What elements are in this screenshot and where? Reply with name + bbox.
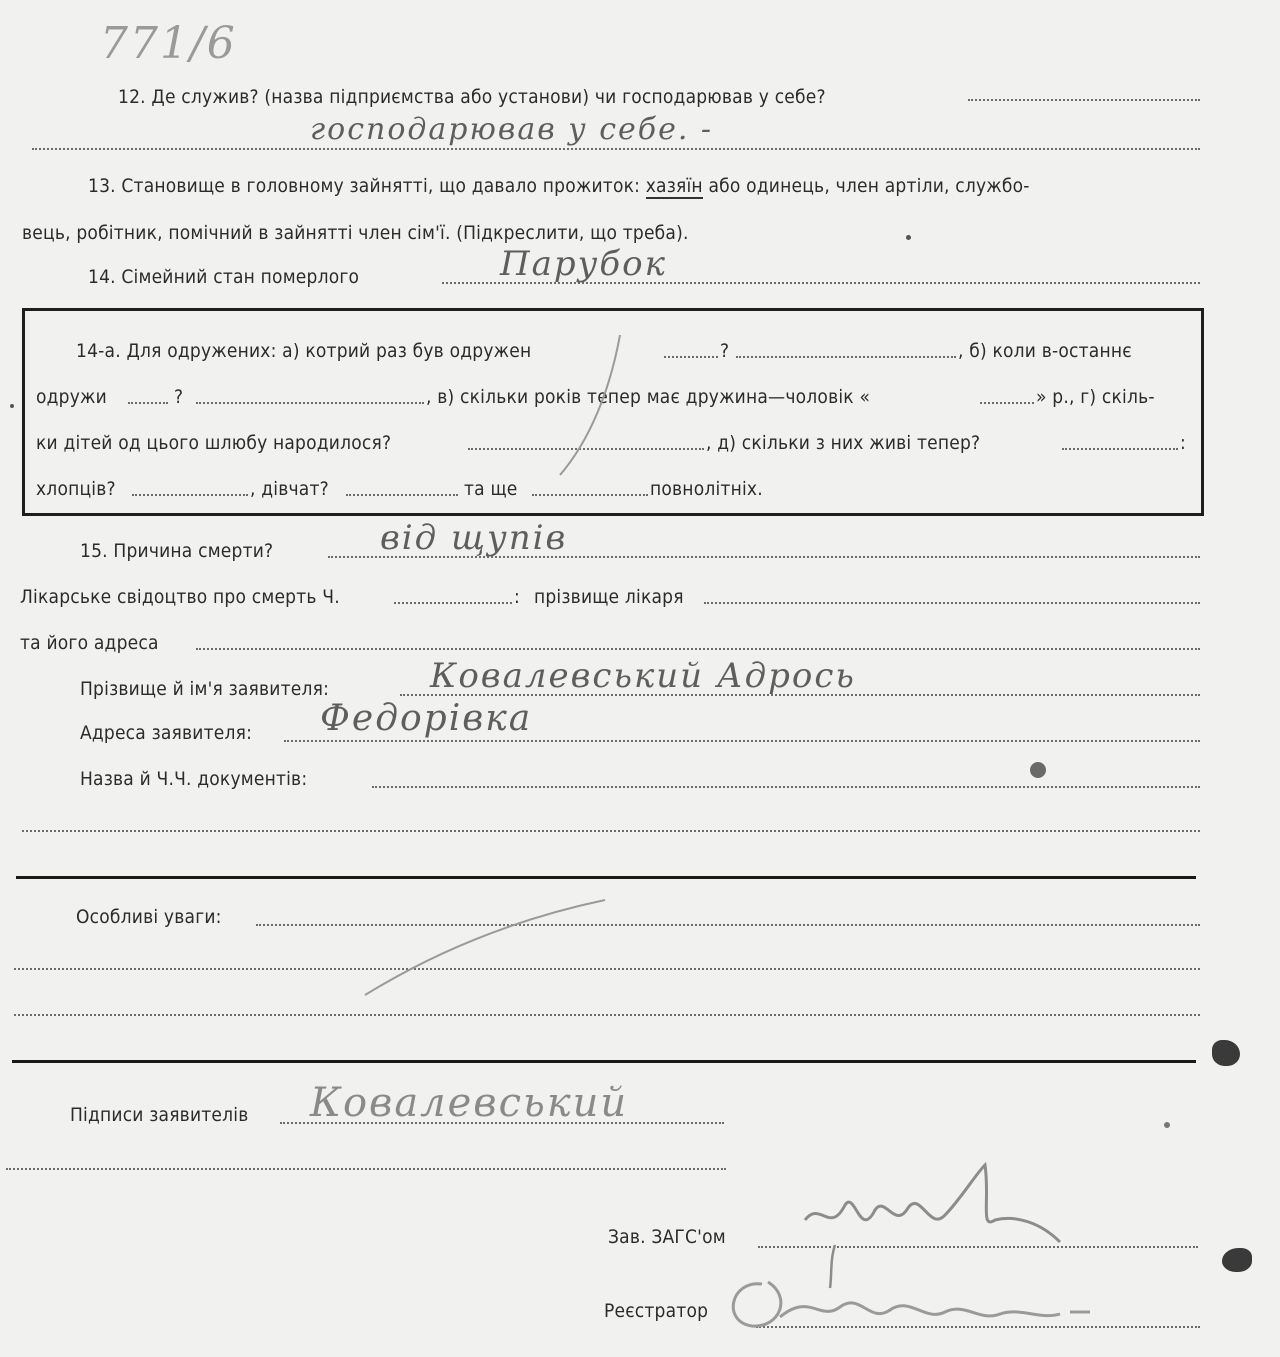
applicants-signatures-label: Підписи заявителів xyxy=(70,1104,249,1126)
medical-cert-label: Лікарське свідоцтво про смерть Ч. xyxy=(20,586,340,608)
doctor-address-fill xyxy=(196,648,1200,650)
q14a-line4-c: та ще xyxy=(464,478,518,500)
applicants-signature[interactable]: Ковалевський xyxy=(310,1080,629,1126)
q14a-line2-b: , в) скільки років тепер має дружина—чоловік « xyxy=(426,386,871,408)
q12-fill-line xyxy=(968,99,1200,101)
q13-selected-option[interactable]: хазяїн xyxy=(645,175,703,197)
q14a-line2-fill1 xyxy=(128,402,168,404)
registrar-signature[interactable] xyxy=(710,1262,1110,1342)
documents-label: Назва й Ч.Ч. документів: xyxy=(80,768,308,790)
registrar-label: Реєстратор xyxy=(604,1300,709,1322)
q12-answer-line xyxy=(32,148,1200,150)
q14a-line1-q: ? xyxy=(720,340,730,362)
q14a-line4-fill2 xyxy=(346,494,458,496)
ink-dot-3 xyxy=(10,404,14,408)
ink-smudge-3 xyxy=(1222,1248,1252,1272)
documents-fill-2 xyxy=(22,830,1200,832)
q12-label: 12. Де служив? (назва підприємства або установи) чи господарював у себе? xyxy=(118,86,826,108)
q14a-line2-a: одружи xyxy=(36,386,107,408)
ink-smudge-1 xyxy=(1030,762,1046,778)
ink-dot-2 xyxy=(1164,1122,1170,1128)
q12-answer[interactable]: господарював у себе. - xyxy=(310,112,714,147)
q15-label: 15. Причина смерти? xyxy=(80,540,274,562)
documents-fill xyxy=(372,786,1200,788)
q13-text-before: 13. Становище в головному зайнятті, що давало прожиток: xyxy=(88,175,646,197)
doctor-name-fill xyxy=(704,602,1200,604)
q14-label: 14. Сімейний стан померлого xyxy=(88,266,360,288)
applicant-address-value[interactable]: Федорівка xyxy=(320,698,533,739)
q14a-line1-b: , б) коли в-останнє xyxy=(958,340,1132,362)
q14-answer[interactable]: Парубок xyxy=(500,244,667,284)
medical-cert-colon: : xyxy=(514,586,520,608)
q14a-line1-fill2 xyxy=(736,356,956,358)
q14a-line2-c: » р., г) скіль- xyxy=(1036,386,1155,408)
q14a-line3-c: : xyxy=(1180,432,1186,454)
box-strike-mark xyxy=(540,330,630,480)
section-divider-1 xyxy=(16,876,1196,879)
doctor-name-label: прізвище лікаря xyxy=(534,586,684,608)
q13-line2: вець, робітник, помічний в зайнятті член сім'ї. (Підкреслити, що треба). xyxy=(22,222,689,244)
q14a-line3-b: , д) скільки з них живі тепер? xyxy=(706,432,981,454)
q14a-line4-d: повнолітніх. xyxy=(650,478,763,500)
q14a-line4-fill3 xyxy=(532,494,648,496)
medical-cert-fill xyxy=(394,602,512,604)
q13-text-after: або одинець, член артіли, службо- xyxy=(702,175,1030,197)
q15-answer[interactable]: від щупів xyxy=(380,518,568,558)
doctor-address-label: та його адреса xyxy=(20,632,159,654)
q14a-line3-fill2 xyxy=(1062,448,1178,450)
q14a-line4-b: , дівчат? xyxy=(250,478,329,500)
q14a-line1-a: 14-а. Для одружених: а) котрий раз був одружен xyxy=(76,340,532,362)
applicant-address-label: Адреса заявителя: xyxy=(80,722,253,744)
applicant-name-label: Прізвище й ім'я заявителя: xyxy=(80,678,330,700)
notes-strike-mark xyxy=(360,895,610,1000)
q13-line1 xyxy=(88,175,1030,197)
section-divider-2 xyxy=(12,1060,1196,1063)
zags-head-label: Зав. ЗАГС'ом xyxy=(608,1226,726,1248)
notes-label: Особливі уваги: xyxy=(76,906,222,928)
applicant-address-fill xyxy=(284,740,1200,742)
applicant-name-value[interactable]: Ковалевський Адрось xyxy=(430,656,856,696)
archive-mark: 771/6 xyxy=(100,18,237,69)
ink-dot-1 xyxy=(906,235,911,240)
q14a-line2-fill3 xyxy=(980,402,1034,404)
notes-fill-3 xyxy=(14,1014,1200,1016)
q14a-line2-q: ? xyxy=(174,386,184,408)
q14a-line1-fill1 xyxy=(664,356,718,358)
q14a-line4-fill1 xyxy=(132,494,248,496)
applicants-signatures-fill-2 xyxy=(6,1168,726,1170)
q14a-line3-a: ки дітей од цього шлюбу народилося? xyxy=(36,432,392,454)
q14a-line4-a: хлопців? xyxy=(36,478,116,500)
q14a-line2-fill2 xyxy=(196,402,424,404)
ink-smudge-2 xyxy=(1212,1040,1240,1066)
